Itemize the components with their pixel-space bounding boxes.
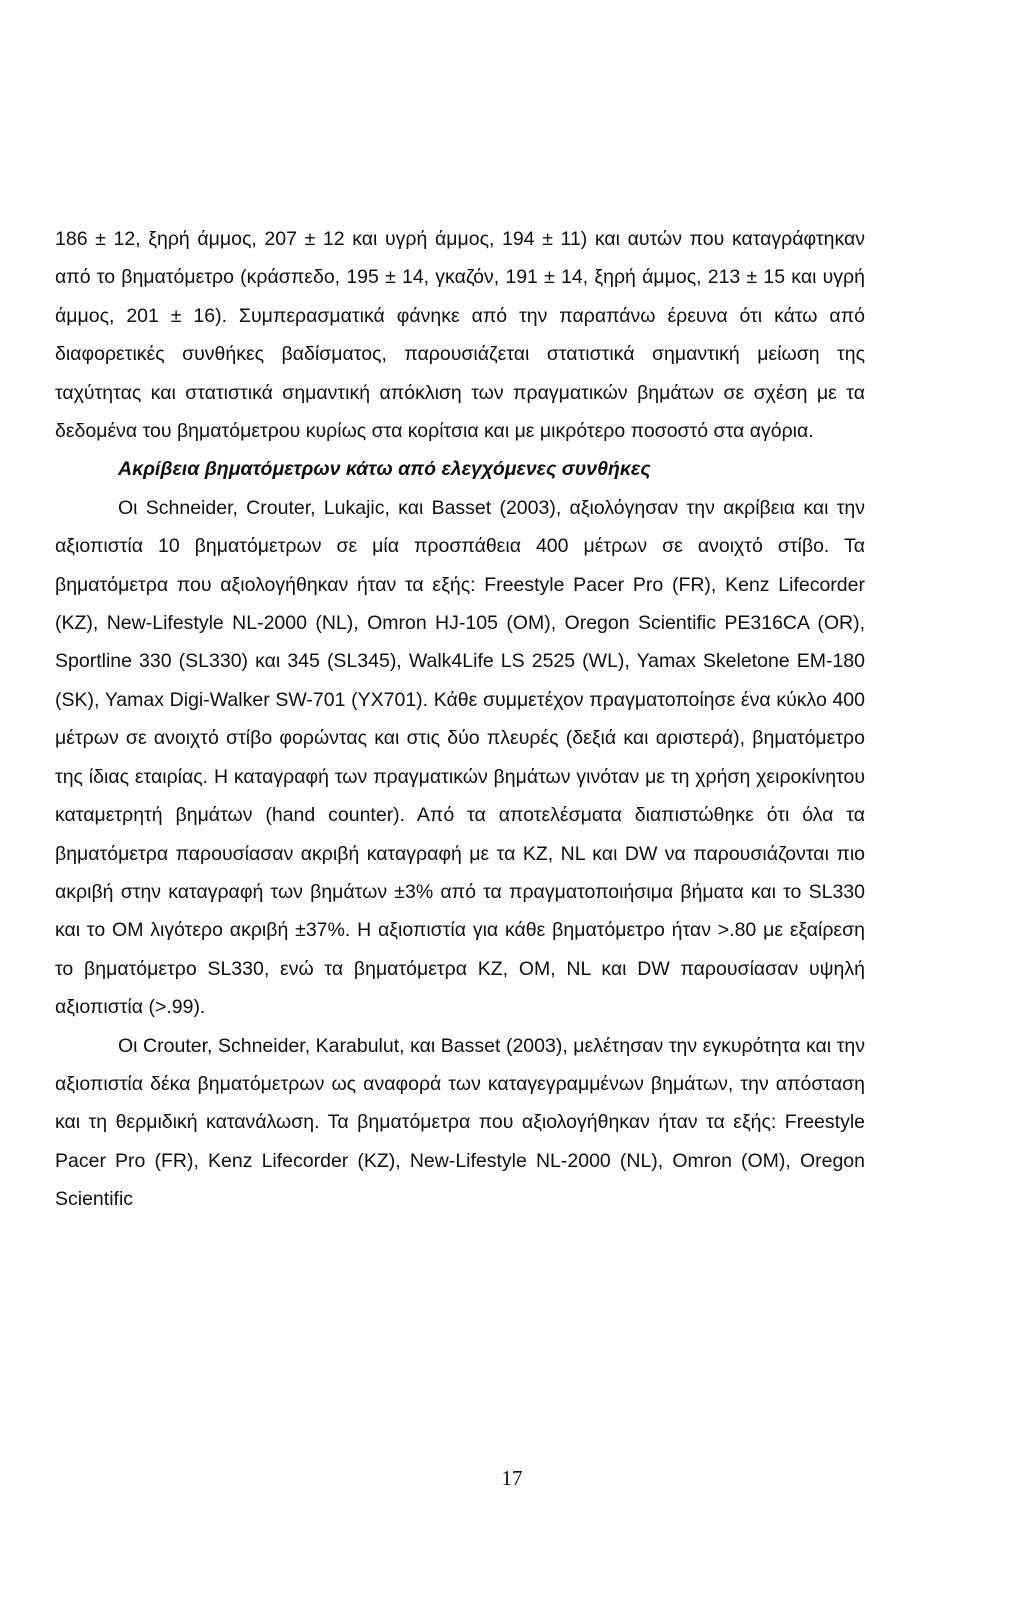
page-number: 17	[501, 1466, 523, 1490]
document-body	[55, 220, 865, 1219]
paragraph-continuation: 186 ± 12, ξηρή άμμος, 207 ± 12 και υγρή άμμος, 194 ± 11) και αυτών που καταγράφτηκαν από το βηματόμετρο (κράσπεδο, 195 ± 14, γκαζόν, 191 ± 14, ξηρή άμμος, 213 ± 15 και υγρή άμμος, 201 ± 16). Συμπερασματικά φάνηκε από την παραπάνω έρευνα ότι κάτω από διαφορετικές συνθήκες βαδίσματος, παρουσιάζεται στατιστικά σημαντική μείωση της ταχύτητας και στατιστικά σημαντική απόκλιση των πραγματικών βημάτων σε σχέση με τα δεδομένα του βηματόμετρου κυρίως στα κορίτσια και με μικρότερο ποσοστό στα αγόρια.	[55, 228, 865, 443]
paragraph-schneider-study: Οι Schneider, Crouter, Lukajic, και Basset (2003), αξιολόγησαν την ακρίβεια και την αξιοπιστία 10 βηματόμετρων σε μία προσπάθεια 400 μέτρων σε ανοιχτό στίβο. Τα βηματόμετρα που αξιολογήθηκαν ήταν τα εξής: Freestyle Pacer Pro (FR), Kenz Lifecorder (KZ), New-Lifestyle NL-2000 (NL), Omron HJ-105 (OM), Oregon Scientific PE316CA (OR), Sportline 330 (SL330) και 345 (SL345), Walk4Life LS 2525 (WL), Yamax Skeletone EM-180 (SK), Yamax Digi-Walker SW-701 (YX701). Κάθε συμμετέχον πραγματοποίησε ένα κύκλο 400 μέτρων σε ανοιχτό στίβο φορώντας και στις δύο πλευρές (δεξιά και αριστερά), βηματόμετρο της ίδιας εταιρίας. Η καταγραφή των πραγματικών βημάτων γινόταν με τη χρήση χειροκίνητου καταμετρητή βημάτων (hand counter). Από τα αποτελέσματα διαπιστώθηκε ότι όλα τα βηματόμετρα παρουσίασαν ακριβή καταγραφή με τα KZ, NL και DW να παρουσιάζονται πιο ακριβή στην καταγραφή των βημάτων ±3% από τα πραγματοποιήσιμα βήματα και το SL330 και το OM λιγότερο ακριβή ±37%. Η αξιοπιστία για κάθε βηματόμετρο ήταν >.80 με εξαίρεση το βηματόμετρο SL330, ενώ τα βηματόμετρα KZ, OM, NL και DW παρουσίασαν υψηλή αξιοπιστία (>.99).	[55, 496, 865, 1019]
paragraph-crouter-study: Οι Crouter, Schneider, Karabulut, και Basset (2003), μελέτησαν την εγκυρότητα και την αξιοπιστία δέκα βηματόμετρων ως αναφορά των καταγεγραμμένων βημάτων, την απόσταση και τη θερμιδική κατανάλωση. Τα βηματόμετρα που αξιολογήθηκαν ήταν τα εξής: Freestyle Pacer Pro (FR), Kenz Lifecorder (KZ), New-Lifestyle NL-2000 (NL), Omron (OM), Oregon Scientific	[55, 1034, 865, 1211]
section-heading: Ακρίβεια βηματόμετρων κάτω από ελεγχόμενες συνθήκες	[118, 458, 651, 481]
